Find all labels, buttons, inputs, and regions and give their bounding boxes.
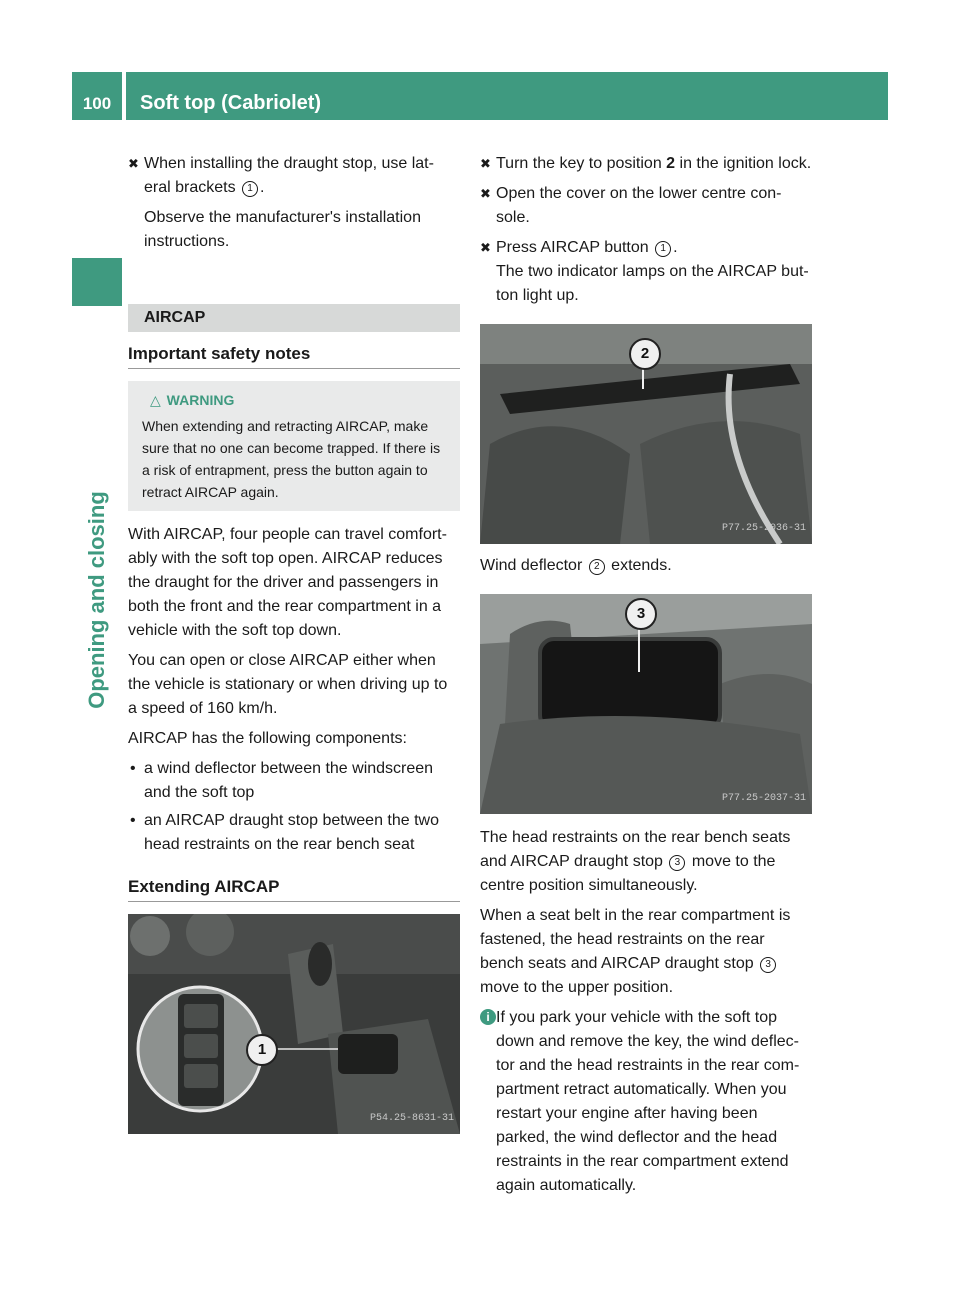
step-arrow-icon: ✖ bbox=[128, 156, 139, 171]
callout-3-icon: 3 bbox=[760, 957, 776, 973]
upper-position-paragraph bbox=[480, 904, 812, 1000]
info-icon: i bbox=[480, 1009, 496, 1025]
warning-triangle-icon: △ bbox=[150, 392, 161, 408]
step-arrow-icon: ✖ bbox=[480, 240, 491, 255]
image-code: P54.25-8631-31 bbox=[369, 1113, 454, 1124]
center-console-photo bbox=[128, 914, 460, 1134]
step-text: Turn the key to position bbox=[496, 155, 667, 172]
right-column bbox=[480, 152, 812, 1198]
step-press-button bbox=[480, 236, 812, 260]
indicator-note: The two indicator lamps on the AIRCAP but-ton light up. bbox=[496, 263, 809, 304]
section-title: Soft top (Cabriolet) bbox=[140, 92, 322, 114]
installation-note: Observe the manufacturer's installation instructions. bbox=[144, 209, 421, 250]
info-text: If you park your vehicle with the soft top down and remove the key, the wind deflec-tor and the head restraints in the rear com-partment retract automatically. When you restart your engine after having been parked, the wind deflector and the head restraints in the rear compartment extend again automatically. bbox=[496, 1009, 800, 1194]
step-arrow-icon: ✖ bbox=[480, 186, 491, 201]
step-arrow-icon: ✖ bbox=[480, 156, 491, 171]
warning-box bbox=[128, 381, 460, 511]
draught-stop-photo bbox=[480, 594, 812, 814]
step-text-end: . bbox=[260, 179, 265, 196]
header-divider bbox=[122, 72, 126, 120]
warning-title: WARNING bbox=[166, 392, 235, 408]
wind-deflector-photo bbox=[480, 324, 812, 544]
left-column bbox=[128, 152, 460, 1134]
list-item-text: a wind deflector between the windscreen and the soft top bbox=[144, 760, 434, 801]
info-note bbox=[480, 1006, 812, 1198]
photo-callout-2: 2 bbox=[629, 338, 661, 370]
caption-text-end: extends. bbox=[606, 557, 672, 574]
image-code: P77.25-2036-31 bbox=[721, 523, 806, 534]
photo-callout-3: 3 bbox=[625, 598, 657, 630]
callout-1-icon: 1 bbox=[655, 241, 671, 257]
image-code: P77.25-2037-31 bbox=[721, 793, 806, 804]
step-text: Press AIRCAP button bbox=[496, 239, 654, 256]
chapter-label: Opening and closing bbox=[84, 491, 109, 709]
components-paragraph: AIRCAP has the following components: bbox=[128, 730, 407, 747]
paragraph-text: When a seat belt in the rear compartment is fastened, the head restraints on the rear bench seats and AIRCAP draught stop bbox=[480, 907, 791, 972]
center-console-illustration bbox=[128, 914, 460, 1134]
list-item bbox=[128, 809, 460, 857]
caption-text: Wind deflector bbox=[480, 557, 587, 574]
warning-text: When extending and retracting AIRCAP, make sure that no one can become trapped. If there is a risk of entrapment, press the button again to retract AIRCAP again. bbox=[142, 418, 441, 500]
speed-paragraph: You can open or close AIRCAP either when the vehicle is stationary or when driving up to a speed of 160 km/h. bbox=[128, 652, 448, 717]
step-draught-stop bbox=[128, 152, 460, 200]
aircap-heading: AIRCAP bbox=[128, 304, 460, 332]
step-text-end: . bbox=[673, 239, 678, 256]
page-number: 100 bbox=[82, 94, 112, 113]
centre-position-paragraph bbox=[480, 826, 812, 898]
callout-3-icon: 3 bbox=[669, 855, 685, 871]
step-open-cover bbox=[480, 182, 812, 230]
step-ignition bbox=[480, 152, 812, 176]
key-position: 2 bbox=[666, 155, 676, 172]
list-item-text: an AIRCAP draught stop between the two head restraints on the rear bench seat bbox=[144, 812, 440, 853]
photo-callout-1: 1 bbox=[246, 1034, 278, 1066]
chapter-tab bbox=[72, 258, 122, 306]
bullet-icon: • bbox=[130, 760, 136, 777]
deflector-caption bbox=[480, 554, 812, 578]
paragraph-text-end: move to the centre position simultaneously. bbox=[480, 853, 776, 894]
bullet-icon: • bbox=[130, 812, 136, 829]
safety-heading: Important safety notes bbox=[128, 332, 460, 369]
list-item bbox=[128, 757, 460, 805]
callout-1-icon: 1 bbox=[242, 181, 258, 197]
intro-paragraph: With AIRCAP, four people can travel comfort-ably with the soft top open. AIRCAP reduces the draught for the driver and passengers in both the front and the rear compartment in a vehicle with the soft top down. bbox=[128, 526, 447, 639]
paragraph-text: The head restraints on the rear bench seats and AIRCAP draught stop bbox=[480, 829, 791, 870]
step-text: Open the cover on the lower centre con-sole. bbox=[496, 185, 782, 226]
extending-heading: Extending AIRCAP bbox=[128, 865, 460, 902]
callout-2-icon: 2 bbox=[589, 559, 605, 575]
step-text: When installing the draught stop, use lat-eral brackets bbox=[144, 155, 434, 196]
step-text-end: in the ignition lock. bbox=[675, 155, 812, 172]
paragraph-text-end: move to the upper position. bbox=[480, 979, 674, 996]
